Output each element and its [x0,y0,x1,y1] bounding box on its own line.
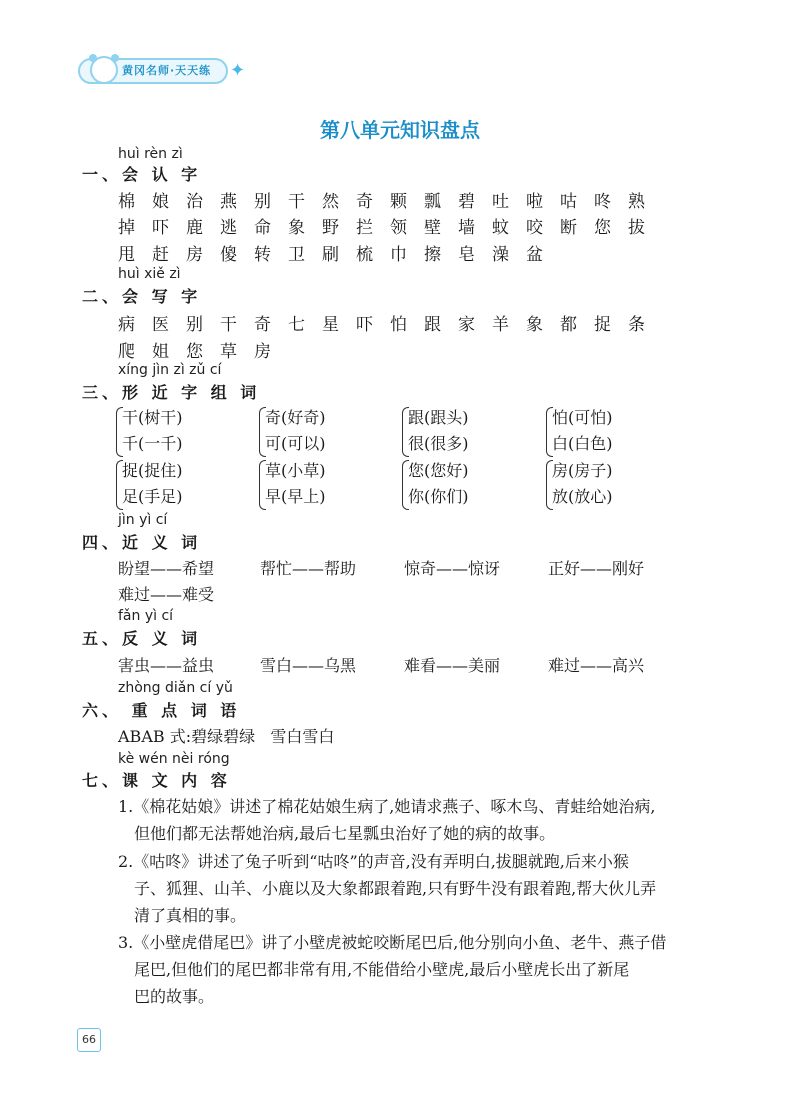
char-row [118,337,288,362]
section-heading: 一、会 认 字 [82,165,202,184]
char-item: 盆 [526,245,543,265]
similar-char-pair [122,405,183,457]
char-item: 房 [186,245,203,265]
char-item: 别 [254,192,271,212]
char-item: 蚊 [492,218,509,238]
lesson-summary-line: 清了真相的事。 [134,906,247,925]
brace-icon [546,407,553,457]
lesson-summary-line: 1.《棉花姑娘》讲述了棉花姑娘生病了,她请求燕子、啄木鸟、青蛙给她治病, [118,797,656,816]
section-pinyin: fǎn yì cí [118,608,174,624]
char-item: 转 [254,245,271,265]
similar-char-word: 千(一千) [122,434,183,453]
char-item: 壁 [424,218,441,238]
brace-icon [546,460,553,510]
char-item: 墙 [458,218,475,238]
key-words: ABAB 式:碧绿碧绿 雪白雪白 [118,727,335,746]
char-item: 颗 [390,192,407,212]
brace-icon [402,407,409,457]
char-item: 房 [254,342,271,362]
similar-char-word: 怕(可怕) [552,408,613,427]
section-pinyin: zhòng diǎn cí yǔ [118,680,233,696]
antonym: 害虫——益虫 [118,656,215,675]
char-item: 娘 [152,192,169,212]
similar-char-word: 可(可以) [265,434,326,453]
section-pinyin: xíng jìn zì zǔ cí [118,362,222,378]
lesson-summary-line: 3.《小壁虎借尾巴》讲了小壁虎被蛇咬断尾巴后,他分别向小鱼、老牛、燕子借 [118,933,667,952]
char-item: 澡 [492,245,509,265]
synonym: 惊奇——惊讶 [404,559,501,578]
sparkle-icon: ✦ [230,60,246,81]
char-item: 奇 [254,315,271,335]
similar-char-word: 足(手足) [122,487,183,506]
char-item: 医 [152,315,169,335]
char-item: 皂 [458,245,475,265]
char-item: 象 [288,218,305,238]
similar-char-pair [265,405,326,457]
char-item: 吐 [492,192,509,212]
char-item: 吓 [356,315,373,335]
synonym: 帮忙——帮助 [260,559,357,578]
char-item: 傻 [220,245,237,265]
char-item: 拦 [356,218,373,238]
similar-char-word: 放(放心) [552,487,613,506]
brace-icon [402,460,409,510]
char-item: 吓 [152,218,169,238]
section-pinyin: kè wén nèi róng [118,751,230,767]
similar-char-word: 捉(捉住) [122,461,183,480]
char-row [118,213,662,238]
char-item: 跟 [424,315,441,335]
similar-char-pair [552,458,613,510]
char-item: 爬 [118,342,135,362]
char-row [118,310,662,335]
char-item: 断 [560,218,577,238]
similar-char-word: 草(小草) [265,461,326,480]
char-item: 七 [288,315,305,335]
char-item: 逃 [220,218,237,238]
similar-char-pair [552,405,613,457]
section-heading: 七、课 文 内 容 [82,771,231,790]
char-item: 棉 [118,192,135,212]
similar-char-pair [408,405,469,457]
char-item: 捉 [594,315,611,335]
section-heading: 三、形 近 字 组 词 [82,383,261,402]
bear-logo-icon [90,56,118,84]
similar-char-word: 早(早上) [265,487,326,506]
char-item: 病 [118,315,135,335]
char-item: 家 [458,315,475,335]
synonym: 正好——刚好 [548,559,645,578]
char-item: 野 [322,218,339,238]
char-item: 怕 [390,315,407,335]
char-item: 您 [594,218,611,238]
lesson-summary-line: 尾巴,但他们的尾巴都非常有用,不能借给小壁虎,最后小壁虎长出了新尾 [134,960,630,979]
char-item: 刷 [322,245,339,265]
lesson-summary-line: 但他们都无法帮她治病,最后七星瓢虫治好了她的病的故事。 [134,824,556,843]
char-item: 赶 [152,245,169,265]
char-item: 掉 [118,218,135,238]
char-item: 咚 [594,192,611,212]
char-item: 干 [220,315,237,335]
page-title: 第八单元知识盘点 [320,118,480,142]
section-heading: 六、 重 点 词 语 [82,701,241,720]
section-pinyin: jìn yì cí [118,512,168,528]
char-item: 羊 [492,315,509,335]
char-item: 然 [322,192,339,212]
char-item: 燕 [220,192,237,212]
similar-char-word: 你(你们) [408,487,469,506]
similar-char-pair [122,458,183,510]
antonym: 雪白——乌黑 [260,656,357,675]
char-item: 啦 [526,192,543,212]
char-item: 都 [560,315,577,335]
char-item: 卫 [288,245,305,265]
similar-char-word: 干(树干) [122,408,183,427]
char-item: 干 [288,192,305,212]
char-item: 咬 [526,218,543,238]
char-item: 奇 [356,192,373,212]
char-item: 治 [186,192,203,212]
char-item: 草 [220,342,237,362]
section-pinyin: huì xiě zì [118,266,181,282]
brace-icon [259,460,266,510]
char-item: 拔 [628,218,645,238]
char-row [118,187,662,212]
brace-icon [116,407,123,457]
char-item: 巾 [390,245,407,265]
char-item: 领 [390,218,407,238]
similar-char-word: 您(您好) [408,461,469,480]
synonym: 盼望——希望 [118,559,215,578]
similar-char-pair [265,458,326,510]
char-row [118,240,560,265]
char-item: 熟 [628,192,645,212]
char-item: 星 [322,315,339,335]
brace-icon [116,460,123,510]
char-item: 甩 [118,245,135,265]
char-item: 象 [526,315,543,335]
char-item: 碧 [458,192,475,212]
similar-char-word: 很(很多) [408,434,469,453]
section-heading: 五、反 义 词 [82,629,202,648]
similar-char-word: 跟(跟头) [408,408,469,427]
similar-char-word: 白(白色) [552,434,613,453]
lesson-summary-line: 子、狐狸、山羊、小鹿以及大象都跟着跑,只有野牛没有跟着跑,帮大伙儿弄 [134,879,657,898]
char-item: 命 [254,218,271,238]
brace-icon [259,407,266,457]
page-number: 66 [77,1028,101,1052]
char-item: 鹿 [186,218,203,238]
section-heading: 二、会 写 字 [82,287,202,306]
char-item: 瓢 [424,192,441,212]
char-item: 姐 [152,342,169,362]
lesson-summary-line: 巴的故事。 [134,987,215,1006]
synonym: 难过——难受 [118,585,215,604]
char-item: 条 [628,315,645,335]
char-item: 别 [186,315,203,335]
similar-char-word: 奇(好奇) [265,408,326,427]
antonym: 难看——美丽 [404,656,501,675]
char-item: 梳 [356,245,373,265]
section-pinyin: huì rèn zì [118,146,183,162]
section-heading: 四、近 义 词 [82,533,202,552]
char-item: 擦 [424,245,441,265]
lesson-summary-line: 2.《咕咚》讲述了兔子听到“咕咚”的声音,没有弄明白,拔腿就跑,后来小猴 [118,852,629,871]
antonym: 难过——高兴 [548,656,645,675]
similar-char-word: 房(房子) [552,461,613,480]
char-item: 您 [186,342,203,362]
brand-label: 黄冈名师·天天练 [122,64,212,77]
similar-char-pair [408,458,469,510]
char-item: 咕 [560,192,577,212]
